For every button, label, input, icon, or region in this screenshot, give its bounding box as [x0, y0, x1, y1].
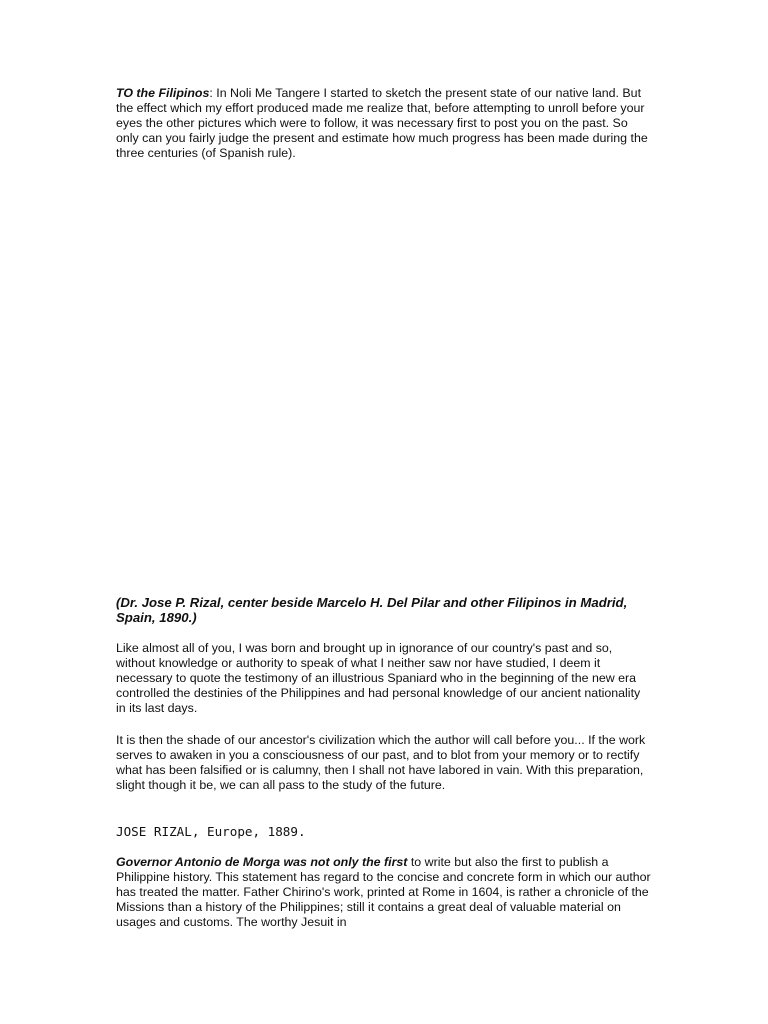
intro-paragraph — [116, 86, 652, 161]
intro-lead: TO the Filipinos — [116, 86, 210, 100]
body-paragraph-2: It is then the shade of our ancestor's civilization which the author will call before you... If the work serves to awaken in you a consciousness of our past, and to blot from your memory or to rectify what has been falsified or is calumny, then I shall not have labored in vain. With this preparation, slight though it be, we can all pass to the study of the future. — [116, 733, 646, 792]
photo-caption: (Dr. Jose P. Rizal, center beside Marcelo H. Del Pilar and other Filipinos in Madrid, Spain, 1890.) — [116, 595, 628, 625]
paragraph-3-text: to write but also the first to publish a Philippine history. This statement has regard to the concise and concrete form in which our author has treated the matter. Father Chirino's work, printed at Rome in 1604, is rather a chronicle of the Missions than a history of the Philippines; still it contains a great deal of valuable material on usages and customs. The worthy Jesuit in — [116, 855, 651, 929]
intro-text: : In Noli Me Tangere I started to sketch the present state of our native land. But the effect which my effort produced made me realize that, before attempting to unroll before your eyes the other pictures which were to follow, it was necessary first to post you on the past. So only can you fairly judge the present and estimate how much progress has been made during the three centuries (of Spanish rule). — [116, 86, 648, 160]
body-paragraph-1: Like almost all of you, I was born and brought up in ignorance of our country's past and so, without knowledge or authority to speak of what I neither saw nor have studied, I deem it necessary to quote the testimony of an illustrious Spaniard who in the beginning of the new era controlled the destinies of the Philippines and had personal knowledge of our ancient nationality in its last days. — [116, 641, 641, 715]
author-signature: JOSE RIZAL, Europe, 1889. — [116, 824, 306, 839]
paragraph-3-lead: Governor Antonio de Morga was not only the first — [116, 855, 408, 869]
body-paragraph-3 — [116, 855, 652, 930]
